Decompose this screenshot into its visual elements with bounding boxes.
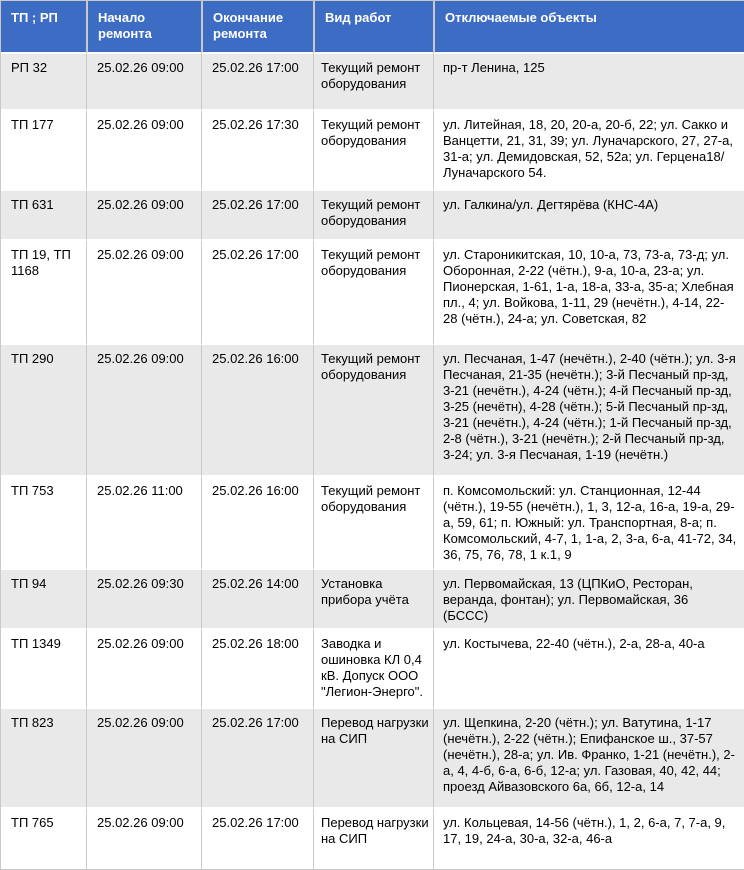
cell-objects: ул. Песчаная, 1-47 (нечётн.), 2-40 (чётн.); ул. 3-я Песчаная, 21-35 (нечётн.); 3-й Песчаный пр-зд, 3-21 (нечётн.), 4-24 (чётн.); 4-й Песчаный пр-зд, 3-25 (нечётн), 4-28 (чётн.); 5-й Песчаный пр-зд, 3-21 (нечётн.), 4-24 (чётн.); 1-й Песчаный пр-зд, 2-8 (чётн.), 3-21 (нечётн.); 2-й Песчаный пр-зд, 3-24; ул. 3-я Песчаная, 1-19 (нечётн.)	[433, 345, 744, 477]
cell-objects: ул. Кольцевая, 14-56 (чётн.), 1, 2, 6-а, 7, 7-а, 9, 17, 19, 24-а, 30-а, 32-а, 46-а	[433, 809, 744, 869]
cell-start: 25.02.26 09:00	[86, 191, 201, 241]
cell-id: ТП 753	[1, 477, 86, 570]
cell-objects: ул. Староникитская, 10, 10-а, 73, 73-а, 73-д; ул. Оборонная, 2-22 (чётн.), 9-а, 10-а, 23-а; ул. Пионерская, 1-61, 1-а, 18-а, 33-а, 35-а; Хлебная пл., 4; ул. Войкова, 1-11, 29 (нечётн.), 4-14, 22-28 (чётн.), 24-а; ул. Советская, 82	[433, 241, 744, 345]
table-row	[1, 809, 744, 869]
cell-work: Текущий ремонт оборудования	[313, 477, 433, 570]
cell-id: ТП 290	[1, 345, 86, 477]
cell-work: Перевод нагрузки на СИП	[313, 709, 433, 809]
cell-id: ТП 19, ТП 1168	[1, 241, 86, 345]
cell-start: 25.02.26 09:00	[86, 241, 201, 345]
cell-start: 25.02.26 09:00	[86, 111, 201, 191]
cell-start: 25.02.26 09:00	[86, 345, 201, 477]
cell-end: 25.02.26 18:00	[201, 630, 313, 709]
cell-end: 25.02.26 14:00	[201, 570, 313, 630]
cell-objects: ул. Щепкина, 2-20 (чётн.); ул. Ватутина, 1-17 (нечётн.), 2-22 (чётн.); Епифанское ш., 37-57 (нечётн.), 28-а; ул. Ив. Франко, 1-21 (нечётн.), 2-а, 4, 4-б, 6-а, 6-б, 12-а; ул. Газовая, 40, 42, 44; проезд Айвазовского 6а, 6б, 12-а, 14	[433, 709, 744, 809]
cell-end: 25.02.26 16:00	[201, 477, 313, 570]
cell-work: Текущий ремонт оборудования	[313, 111, 433, 191]
cell-end: 25.02.26 17:00	[201, 809, 313, 869]
cell-id: ТП 631	[1, 191, 86, 241]
cell-start: 25.02.26 11:00	[86, 477, 201, 570]
table-row	[1, 570, 744, 630]
cell-objects: п. Комсомольский: ул. Станционная, 12-44 (чётн.), 19-55 (нечётн.), 1, 3, 12-а, 16-а, 19-а, 29-а, 59, 61; п. Южный: ул. Транспортная, 8-а; п. Комсомольский, 4-7, 1, 1-а, 2, 3-а, 6-а, 41-72, 34, 36, 75, 76, 78, 1 к.1, 9	[433, 477, 744, 570]
cell-end: 25.02.26 17:30	[201, 111, 313, 191]
column-header-end: Окончание ремонта	[201, 1, 313, 54]
column-header-objects: Отключаемые объекты	[433, 1, 744, 54]
table-row	[1, 191, 744, 241]
cell-id: ТП 823	[1, 709, 86, 809]
cell-start: 25.02.26 09:00	[86, 709, 201, 809]
cell-end: 25.02.26 16:00	[201, 345, 313, 477]
cell-end: 25.02.26 17:00	[201, 241, 313, 345]
cell-id: ТП 1349	[1, 630, 86, 709]
table-row	[1, 477, 744, 570]
cell-work: Текущий ремонт оборудования	[313, 241, 433, 345]
cell-id: РП 32	[1, 54, 86, 111]
cell-work: Перевод нагрузки на СИП	[313, 809, 433, 869]
table-header	[1, 1, 744, 54]
column-header-id: ТП ; РП	[1, 1, 86, 54]
cell-objects: пр-т Ленина, 125	[433, 54, 744, 111]
cell-objects: ул. Литейная, 18, 20, 20-а, 20-б, 22; ул. Сакко и Ванцетти, 21, 31, 39; ул. Луначарского, 27, 27-а, 31-а; ул. Демидовская, 52, 52а; ул. Герцена18/Луначарского 54.	[433, 111, 744, 191]
cell-id: ТП 177	[1, 111, 86, 191]
cell-work: Текущий ремонт оборудования	[313, 54, 433, 111]
cell-end: 25.02.26 17:00	[201, 709, 313, 809]
table-row	[1, 709, 744, 809]
cell-work: Текущий ремонт оборудования	[313, 345, 433, 477]
cell-objects: ул. Костычева, 22-40 (чётн.), 2-а, 28-а, 40-а	[433, 630, 744, 709]
table-row	[1, 630, 744, 709]
table-row	[1, 345, 744, 477]
table-body	[1, 54, 744, 869]
header-row	[1, 1, 744, 54]
cell-end: 25.02.26 17:00	[201, 191, 313, 241]
cell-start: 25.02.26 09:00	[86, 54, 201, 111]
column-header-start: Начало ремонта	[86, 1, 201, 54]
table-row	[1, 241, 744, 345]
cell-start: 25.02.26 09:00	[86, 809, 201, 869]
cell-end: 25.02.26 17:00	[201, 54, 313, 111]
table-row	[1, 54, 744, 111]
cell-start: 25.02.26 09:00	[86, 630, 201, 709]
cell-id: ТП 765	[1, 809, 86, 869]
cell-work: Текущий ремонт оборудования	[313, 191, 433, 241]
cell-work: Заводка и ошиновка КЛ 0,4 кВ. Допуск ООО "Легион-Энерго".	[313, 630, 433, 709]
cell-start: 25.02.26 09:30	[86, 570, 201, 630]
cell-id: ТП 94	[1, 570, 86, 630]
cell-objects: ул. Галкина/ул. Дегтярёва (КНС-4А)	[433, 191, 744, 241]
cell-work: Установка прибора учёта	[313, 570, 433, 630]
table-row	[1, 111, 744, 191]
column-header-work: Вид работ	[313, 1, 433, 54]
cell-objects: ул. Первомайская, 13 (ЦПКиО, Ресторан, веранда, фонтан); ул. Первомайская, 36 (БССС)	[433, 570, 744, 630]
